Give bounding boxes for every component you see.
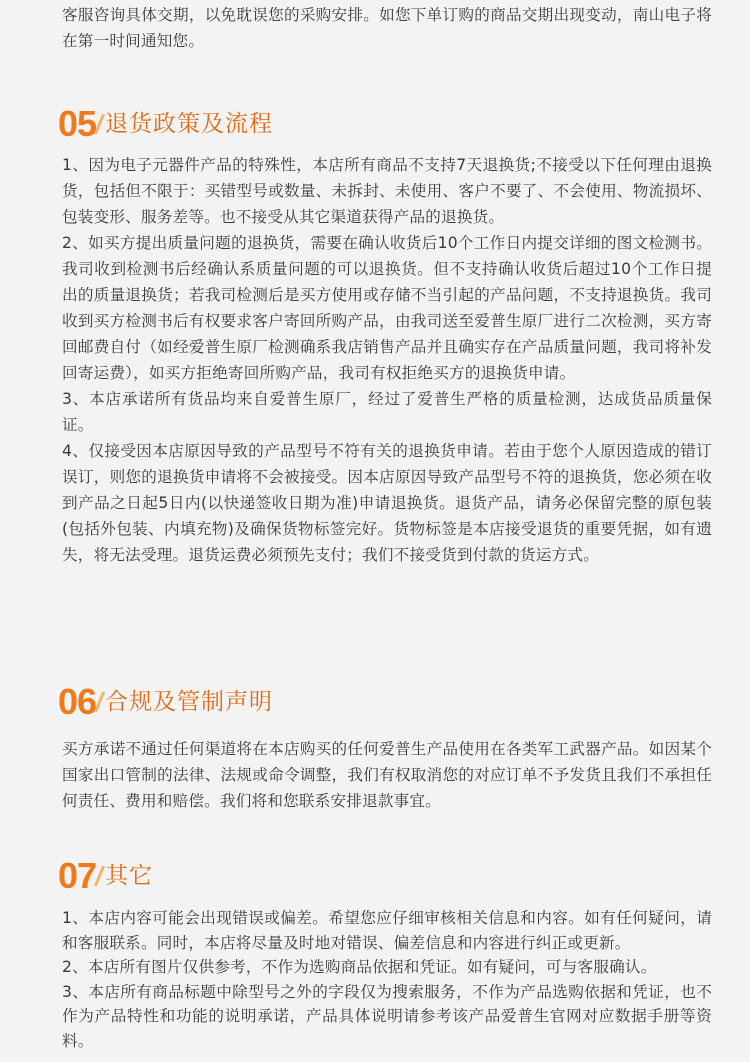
section-number: 06 (58, 681, 97, 722)
section-title: 其它 (105, 863, 154, 889)
section-title: 合规及管制声明 (105, 689, 274, 715)
paragraph: 1、因为电子元器件产品的特殊性，本店所有商品不支持7天退换货;不接受以下任何理由退换货，包括但不限于：买错型号或数量、未拆封、未使用、客户不要了、不会使用、物流损坏、包装变形、服务差等。也不接受从其它渠道获得产品的退换货。 (62, 156, 712, 226)
section-title: 退货政策及流程 (105, 111, 274, 137)
paragraph: 1、本店内容可能会出现错误或偏差。希望您应仔细审核相关信息和内容。如有任何疑问，请和客服联系。同时，本店将尽量及时地对错误、偏差信息和内容进行纠正或更新。 (62, 909, 712, 952)
section-number: 05 (58, 103, 97, 144)
section-heading-compliance (58, 682, 273, 722)
section-heading-return-policy (58, 104, 273, 144)
section-heading-other (58, 856, 153, 896)
section-number: 07 (58, 855, 97, 896)
paragraph: 2、本店所有图片仅供参考，不作为选购商品依据和凭证。如有疑问，可与客服确认。 (62, 958, 657, 976)
paragraph: 3、本店承诺所有货品均来自爱普生原厂，经过了爱普生严格的质量检测，达成货品质量保证。 (62, 390, 712, 434)
paragraph: 3、本店所有商品标题中除型号之外的字段仅为搜索服务，不作为产品选购依据和凭证，也不作为产品特性和功能的说明承诺，产品具体说明请参考该产品爱普生官网对应数据手册等资料。 (62, 982, 712, 1050)
paragraph: 4、仅接受因本店原因导致的产品型号不符有关的退换货申请。若由于您个人原因造成的错订误订，则您的退换货申请将不会被接受。因本店原因导致产品型号不符的退换货，您必须在收到产品之日起5日内(以快递签收日期为准)申请退换货。退货产品，请务必保留完整的原包装(包括外包装、内填充物)及确保货物标签完好。货物标签是本店接受退货的重要凭据，如有遗失，将无法受理。退货运费必须预先支付；我们不接受货到付款的货运方式。 (62, 442, 712, 564)
section-body-return-policy (62, 152, 712, 568)
paragraph: 买方承诺不通过任何渠道将在本店购买的任何爱普生产品使用在各类军工武器产品。如因某个国家出口管制的法律、法规或命令调整，我们有权取消您的对应订单不予发货且我们不承担任何责任、费用和赔偿。我们将和您联系安排退款事宜。 (62, 740, 712, 810)
section-body-other (62, 906, 712, 1053)
intro-paragraph: 客服咨询具体交期，以免耽误您的采购安排。如您下单订购的商品交期出现变动，南山电子将在第一时间通知您。 (62, 6, 712, 50)
section-body-compliance (62, 736, 712, 814)
paragraph: 2、如买方提出质量问题的退换货，需要在确认收货后10个工作日内提交详细的图文检测书。我司收到检测书后经确认系质量问题的可以退换货。但不支持确认收货后超过10个工作日提出的质量退换货；若我司检测后是买方使用或存储不当引起的产品问题，不支持退换货。我司收到买方检测书后有权要求客户寄回所购产品，由我司送至爱普生原厂进行二次检测，买方寄回邮费自付（如经爱普生原厂检测确系我店销售产品并且确实存在产品质量问题，我司将补发回寄运费），如买方拒绝寄回所购产品，我司有权拒绝买方的退换货申请。 (62, 234, 712, 382)
